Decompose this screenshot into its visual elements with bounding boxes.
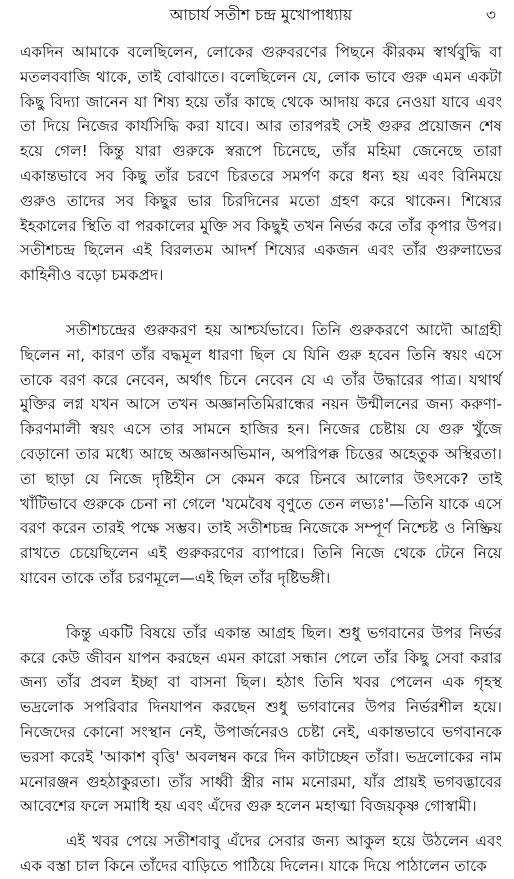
paragraph-2: সতীশচন্দ্রের গুরুকরণ হয় আশ্চর্যভাবে। তিনি গুরুকরণে আদৌ আগ্রহী ছিলেন না, কারণ তাঁর বদ্ধমূল ধারণা ছিল যে যিনি গুরু হবেন তিনি স্বয়ং এসে তাকে বরণ করে নেবেন, অর্থাৎ চিনে নেবেন যে এ তাঁর উদ্ধারের পাত্র। যথার্থ মুক্তির লগ্ন যখন আসে তখন অজ্ঞানতিমিরান্ধের নয়ন উন্মীলনের জন্য করুণা-কিরণমালী স্বয়ং এসে তার সামনে হাজির হন। নিজের চেষ্টায় যে গুরু খুঁজে বেড়ানো তার মধ্যে আছে অজ্ঞানঅভিমান, অপরিপক্ক চিত্তের অহেতুক অস্থিরতা। তা ছাড়া যে নিজে দৃষ্টিহীন সে কেমন করে চিনবে আলোর উৎসকে? তাই খাঁটিভাবে গুরুকে চেনা না গেলে 'যমেবৈষ বৃণুতে তেন লভ্যঃ'—তিনি যাকে এসে বরণ করেন তারই পক্ষে সম্ভব। তাই সতীশচন্দ্র নিজেকে সম্পূর্ণ নিশ্চেষ্ট ও নিষ্ক্রিয় রাখতে চেয়েছিলেন এই গুরুকরণের ব্যাপারে। তিনি নিজে থেকে টেনে নিয়ে যাবেন তাকে তাঁর চরণমূলে—এই ছিল তাঁর দৃষ্টিভঙ্গী। [20, 320, 502, 587]
paragraph-4: এই খবর পেয়ে সতীশবাবু এঁদের সেবার জন্য আকুল হয়ে উঠলেন এবং এক বস্তা চাল কিনে তাঁদের বাড়িতে পাঠিয়ে দিলেন। যাকে দিয়ে পাঠালেন তাকে [20, 832, 502, 875]
header-title: আচার্য সতীশ চন্দ্র মুখোপাধ্যায় [169, 6, 353, 24]
paragraph-1: একদিন আমাকে বলেছিলেন, লোকের গুরুবরণের পিছনে কীরকম স্বার্থবুদ্ধি বা মতলববাজি থাকে, তাই বোঝাতে। বলেছিলেন যে, লোক ভাবে গুরু এমন একটা কিছু বিদ্যা জানেন যা শিষ্য হয়ে তাঁর কাছে থেকে আদায় করে নেওয়া যাবে এবং তা দিয়ে নিজের কার্যসিদ্ধি করা যাবে। আর তারপরই সেই গুরুর প্রয়োজন শেষ হয়ে গেল! কিন্তু যারা গুরুকে স্বরূপে চিনেছে, তাঁর মহিমা জেনেছে তারা একান্তভাবে সব কিছু তাঁর চরণে চিরতরে সমর্পণ করে ধন্য হয় এবং বিনিময়ে গুরুও তাদের সব কিছুর ভার চিরদিনের মতো গ্রহণ করে থাকেন। শিষ্যের ইহকালের স্থিতি বা পরকালের মুক্তি সব কিছুই তখন নির্ভর করে তাঁর কৃপার উপর। সতীশচন্দ্র ছিলেন এই বিরলতম আদর্শ শিষ্যের একজন এবং তাঁর গুরুলাভের কাহিনীও বড়ো চমকপ্রদ। [20, 43, 502, 285]
paragraph-gap [20, 591, 502, 621]
page-number: ৩ [485, 6, 496, 24]
paragraph-gap [20, 288, 502, 318]
paragraph-3: কিন্তু একটি বিষয়ে তাঁর একান্ত আগ্রহ ছিল। শুধু ভগবানের উপর নির্ভর করে কেউ জীবন যাপন করছেন এমন কারো সন্ধান পেলে তাঁর কিছু সেবা করার জন্য তাঁর প্রবল ইচ্ছা বা বাসনা ছিল। হঠাৎ তিনি খবর পেলেন এক গৃহস্থ ভদ্রলোক সপরিবার দিনযাপন করছেন শুধু ভগবানের উপর নির্ভরশীল হয়ে। নিজেদের কোনো সংস্থান নেই, উপার্জনেরও চেষ্টা নেই, একান্তভাবে ভগবানকে ভরসা করেই 'আকাশ বৃত্তি' অবলম্বন করে দিন কাটাচ্ছেন তাঁরা। ভদ্রলোকের নাম মনোরঞ্জন গুহঠাকুরতা। তাঁর সাধ্বী স্ত্রীর নাম মনোরমা, যাঁর প্রায়ই ভগবদ্ভাবের আবেশের ফলে সমাধি হয় এবং এঁদের গুরু হলেন মহাত্মা বিজয়কৃষ্ণ গোস্বামী। [20, 623, 502, 816]
running-header [20, 0, 502, 40]
paragraph-gap [20, 819, 502, 829]
